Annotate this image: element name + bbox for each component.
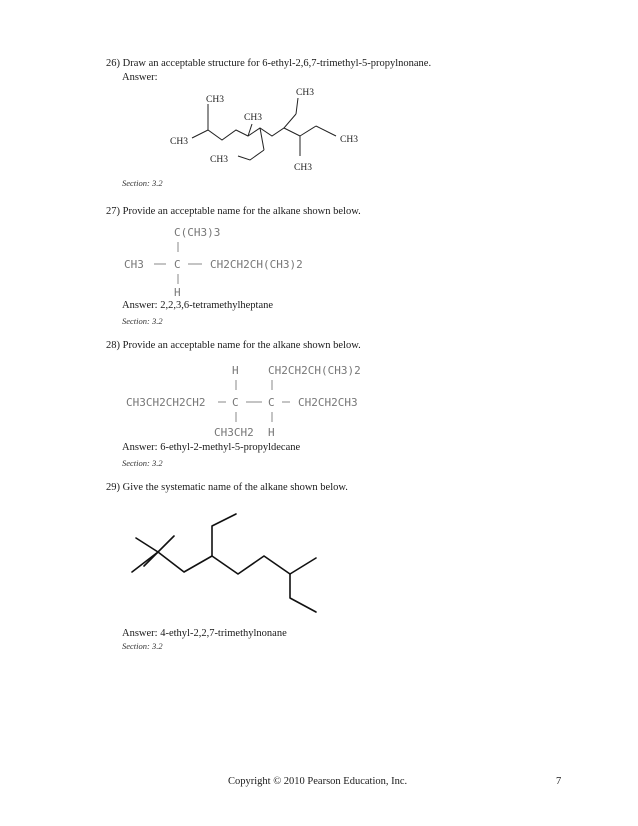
q28-c1-bottom-group: CH3CH2 xyxy=(214,426,254,439)
q26-label-ch3-5: CH3 xyxy=(170,137,188,147)
q28-c2: C xyxy=(268,396,275,409)
q26-label-ch3-2: CH3 xyxy=(296,88,314,98)
question-29-text: 29) Give the systematic name of the alkane shown below. xyxy=(106,482,348,493)
question-26-text: 26) Draw an acceptable structure for 6-ethyl-2,6,7-trimethyl-5-propylnonane. xyxy=(106,58,432,69)
q27-left-group: CH3 xyxy=(124,258,144,271)
page-number: 7 xyxy=(556,776,562,787)
q26-label-ch3-1: CH3 xyxy=(206,95,224,105)
q27-bottom-h: H xyxy=(174,286,181,299)
q27-top-group: C(CH3)3 xyxy=(174,226,221,239)
q27-center-carbon: C xyxy=(174,258,181,271)
question-28-text: 28) Provide an acceptable name for the alkane shown below. xyxy=(106,340,361,351)
question-27-section: Section: 3.2 xyxy=(122,316,163,326)
q28-c1: C xyxy=(232,396,239,409)
q28-right-group: CH2CH2CH3 xyxy=(298,396,358,409)
q27-right-group: CH2CH2CH(CH3)2 xyxy=(210,258,303,271)
q28-left-group: CH3CH2CH2CH2 xyxy=(126,396,206,409)
copyright-notice: Copyright © 2010 Pearson Education, Inc. xyxy=(228,776,408,787)
question-27-text: 27) Provide an acceptable name for the alkane shown below. xyxy=(106,206,361,217)
question-27-structure-diagram xyxy=(120,222,340,298)
q26-label-ch3-4: CH3 xyxy=(340,135,358,145)
question-29-skeletal-structure xyxy=(128,508,328,614)
question-27-answer: Answer: 2,2,3,6-tetramethylheptane xyxy=(122,300,274,311)
q26-label-ch3-7: CH3 xyxy=(294,163,312,173)
q28-c1-top-h: H xyxy=(232,364,239,377)
question-26-section: Section: 3.2 xyxy=(122,178,163,188)
q26-label-ch3-3: CH3 xyxy=(244,113,262,123)
q28-c2-top-group: CH2CH2CH(CH3)2 xyxy=(268,364,361,377)
question-29-answer: Answer: 4-ethyl-2,2,7-trimethylnonane xyxy=(122,628,287,639)
question-29-section: Section: 3.2 xyxy=(122,641,163,651)
q26-label-ch3-6: CH3 xyxy=(210,155,228,165)
question-28-answer: Answer: 6-ethyl-2-methyl-5-propyldecane xyxy=(122,442,301,453)
q28-c2-bottom-h: H xyxy=(268,426,275,439)
question-28-section: Section: 3.2 xyxy=(122,458,163,468)
question-28-structure-diagram xyxy=(124,360,384,440)
question-26-answer-label: Answer: xyxy=(122,72,158,83)
question-26-structure-diagram xyxy=(160,84,380,184)
